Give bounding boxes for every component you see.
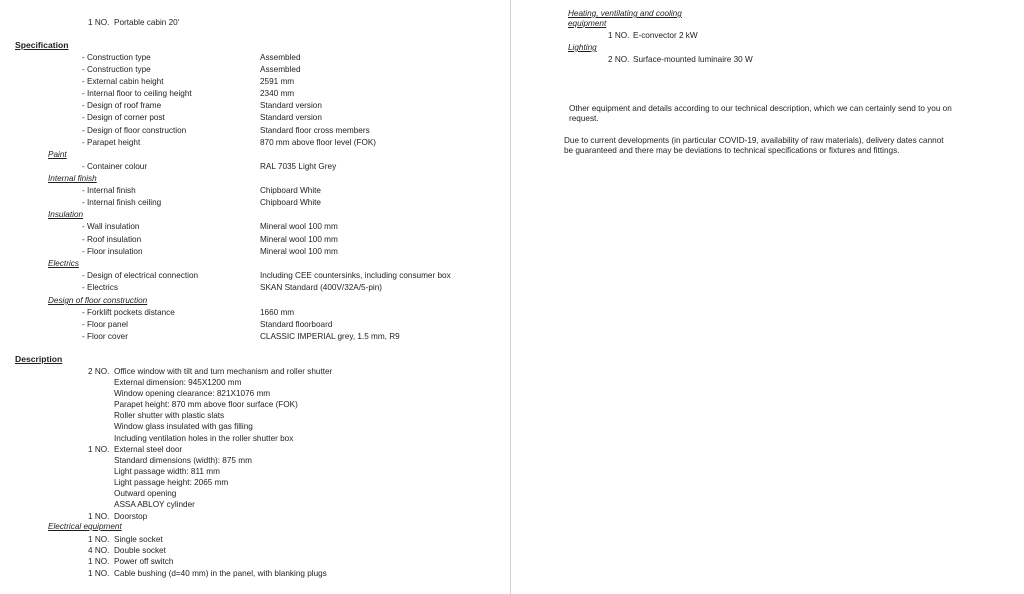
note-covid: Due to current developments (in particular COVID-19, availability of raw materials), delivery dates cannot be guaranteed and there may be deviations to technical specifications or fixtures and fittings. bbox=[564, 136, 944, 155]
specification-heading: Specification bbox=[15, 40, 69, 50]
note-other-equipment: Other equipment and details according to our technical description, which we can certainly send to you on request. bbox=[569, 104, 952, 123]
door-qty: 1 NO. bbox=[88, 445, 110, 454]
spec-value: Standard floorboard bbox=[260, 320, 333, 329]
door-detail: Light passage width: 811 mm bbox=[114, 467, 220, 476]
equipment-item: Cable bushing (d=40 mm) in the panel, with blanking plugs bbox=[114, 569, 327, 578]
spec-label: - Internal finish bbox=[82, 186, 136, 195]
spec-label: - Floor panel bbox=[82, 320, 128, 329]
spec-label: - Forklift pockets distance bbox=[82, 308, 175, 317]
intro-text: Portable cabin 20' bbox=[114, 18, 180, 27]
window-title: Office window with tilt and turn mechanism and roller shutter bbox=[114, 367, 333, 376]
intro-qty: 1 NO. bbox=[88, 18, 110, 27]
window-detail: External dimension: 945X1200 mm bbox=[114, 378, 242, 387]
spec-value: Assembled bbox=[260, 65, 301, 74]
spec-label: - Parapet height bbox=[82, 138, 141, 147]
spec-value: 2340 mm bbox=[260, 89, 295, 98]
spec-label: - Container colour bbox=[82, 162, 148, 171]
window-qty: 2 NO. bbox=[88, 367, 110, 376]
spec-value: Mineral wool 100 mm bbox=[260, 235, 338, 244]
spec-value: SKAN Standard (400V/32A/5-pin) bbox=[260, 283, 382, 292]
spec-label: - Floor insulation bbox=[82, 247, 143, 256]
door-detail: Outward opening bbox=[114, 489, 177, 498]
spec-label: - Internal finish ceiling bbox=[82, 198, 162, 207]
window-detail: Window opening clearance: 821X1076 mm bbox=[114, 389, 271, 398]
lighting-qty: 2 NO. bbox=[608, 55, 630, 64]
equipment-item: Double socket bbox=[114, 546, 166, 555]
spec-value: 1660 mm bbox=[260, 308, 295, 317]
floor-construction-heading: Design of floor construction bbox=[48, 296, 148, 305]
spec-value: Chipboard White bbox=[260, 198, 321, 207]
equipment-qty: 4 NO. bbox=[88, 546, 110, 555]
description-heading: Description bbox=[15, 354, 63, 364]
spec-label: - Floor cover bbox=[82, 332, 128, 341]
spec-label: - Design of roof frame bbox=[82, 101, 162, 110]
equipment-item: Single socket bbox=[114, 535, 163, 544]
spec-value: Assembled bbox=[260, 53, 301, 62]
spec-label: - Design of corner post bbox=[82, 113, 165, 122]
spec-label: - Roof insulation bbox=[82, 235, 142, 244]
spec-label: - Design of electrical connection bbox=[82, 271, 199, 280]
window-detail: Parapet height: 870 mm above floor surface (FOK) bbox=[114, 400, 298, 409]
hvac-item: E-convector 2 kW bbox=[633, 31, 698, 40]
door-detail: Standard dimensions (width): 875 mm bbox=[114, 456, 252, 465]
spec-label: - Internal floor to ceiling height bbox=[82, 89, 192, 98]
spec-value: RAL 7035 Light Grey bbox=[260, 162, 337, 171]
lighting-heading: Lighting bbox=[568, 43, 597, 52]
equipment-qty: 1 NO. bbox=[88, 569, 110, 578]
hvac-heading: Heating, ventilating and cooling bbox=[568, 9, 682, 18]
spec-value: Standard version bbox=[260, 101, 322, 110]
window-detail: Including ventilation holes in the roller shutter box bbox=[114, 434, 294, 443]
hvac-heading-cont: equipment bbox=[568, 19, 607, 28]
door-title: External steel door bbox=[114, 445, 183, 454]
spec-label: - Wall insulation bbox=[82, 222, 140, 231]
spec-value: 870 mm above floor level (FOK) bbox=[260, 138, 377, 147]
spec-label: - External cabin height bbox=[82, 77, 164, 86]
doorstop-title: Doorstop bbox=[114, 512, 148, 521]
doorstop-qty: 1 NO. bbox=[88, 512, 110, 521]
electrical-equipment-heading: Electrical equipment bbox=[48, 522, 122, 531]
document-page-right bbox=[511, 0, 1024, 594]
spec-label: - Design of floor construction bbox=[82, 126, 187, 135]
spec-value: Standard version bbox=[260, 113, 322, 122]
insulation-heading: Insulation bbox=[48, 210, 84, 219]
internal-finish-heading: Internal finish bbox=[48, 174, 97, 183]
spec-value: Mineral wool 100 mm bbox=[260, 222, 338, 231]
window-detail: Roller shutter with plastic slats bbox=[114, 411, 225, 420]
spec-label: - Electrics bbox=[82, 283, 118, 292]
equipment-item: Power off switch bbox=[114, 557, 174, 566]
spec-value: Mineral wool 100 mm bbox=[260, 247, 338, 256]
lighting-item: Surface-mounted luminaire 30 W bbox=[633, 55, 753, 64]
spec-value: Including CEE countersinks, including consumer box bbox=[260, 271, 451, 280]
hvac-qty: 1 NO. bbox=[608, 31, 630, 40]
door-detail: Light passage height: 2065 mm bbox=[114, 478, 229, 487]
spec-value: CLASSIC IMPERIAL grey, 1.5 mm, R9 bbox=[260, 332, 400, 341]
electrics-heading: Electrics bbox=[48, 259, 79, 268]
spec-value: Chipboard White bbox=[260, 186, 321, 195]
window-detail: Window glass insulated with gas filling bbox=[114, 422, 253, 431]
equipment-qty: 1 NO. bbox=[88, 535, 110, 544]
paint-heading: Paint bbox=[48, 150, 67, 159]
spec-label: - Construction type bbox=[82, 65, 151, 74]
document-page-left bbox=[0, 0, 510, 594]
door-detail: ASSA ABLOY cylinder bbox=[114, 500, 195, 509]
spec-value: Standard floor cross members bbox=[260, 126, 370, 135]
spec-label: - Construction type bbox=[82, 53, 151, 62]
equipment-qty: 1 NO. bbox=[88, 557, 110, 566]
spec-value: 2591 mm bbox=[260, 77, 295, 86]
